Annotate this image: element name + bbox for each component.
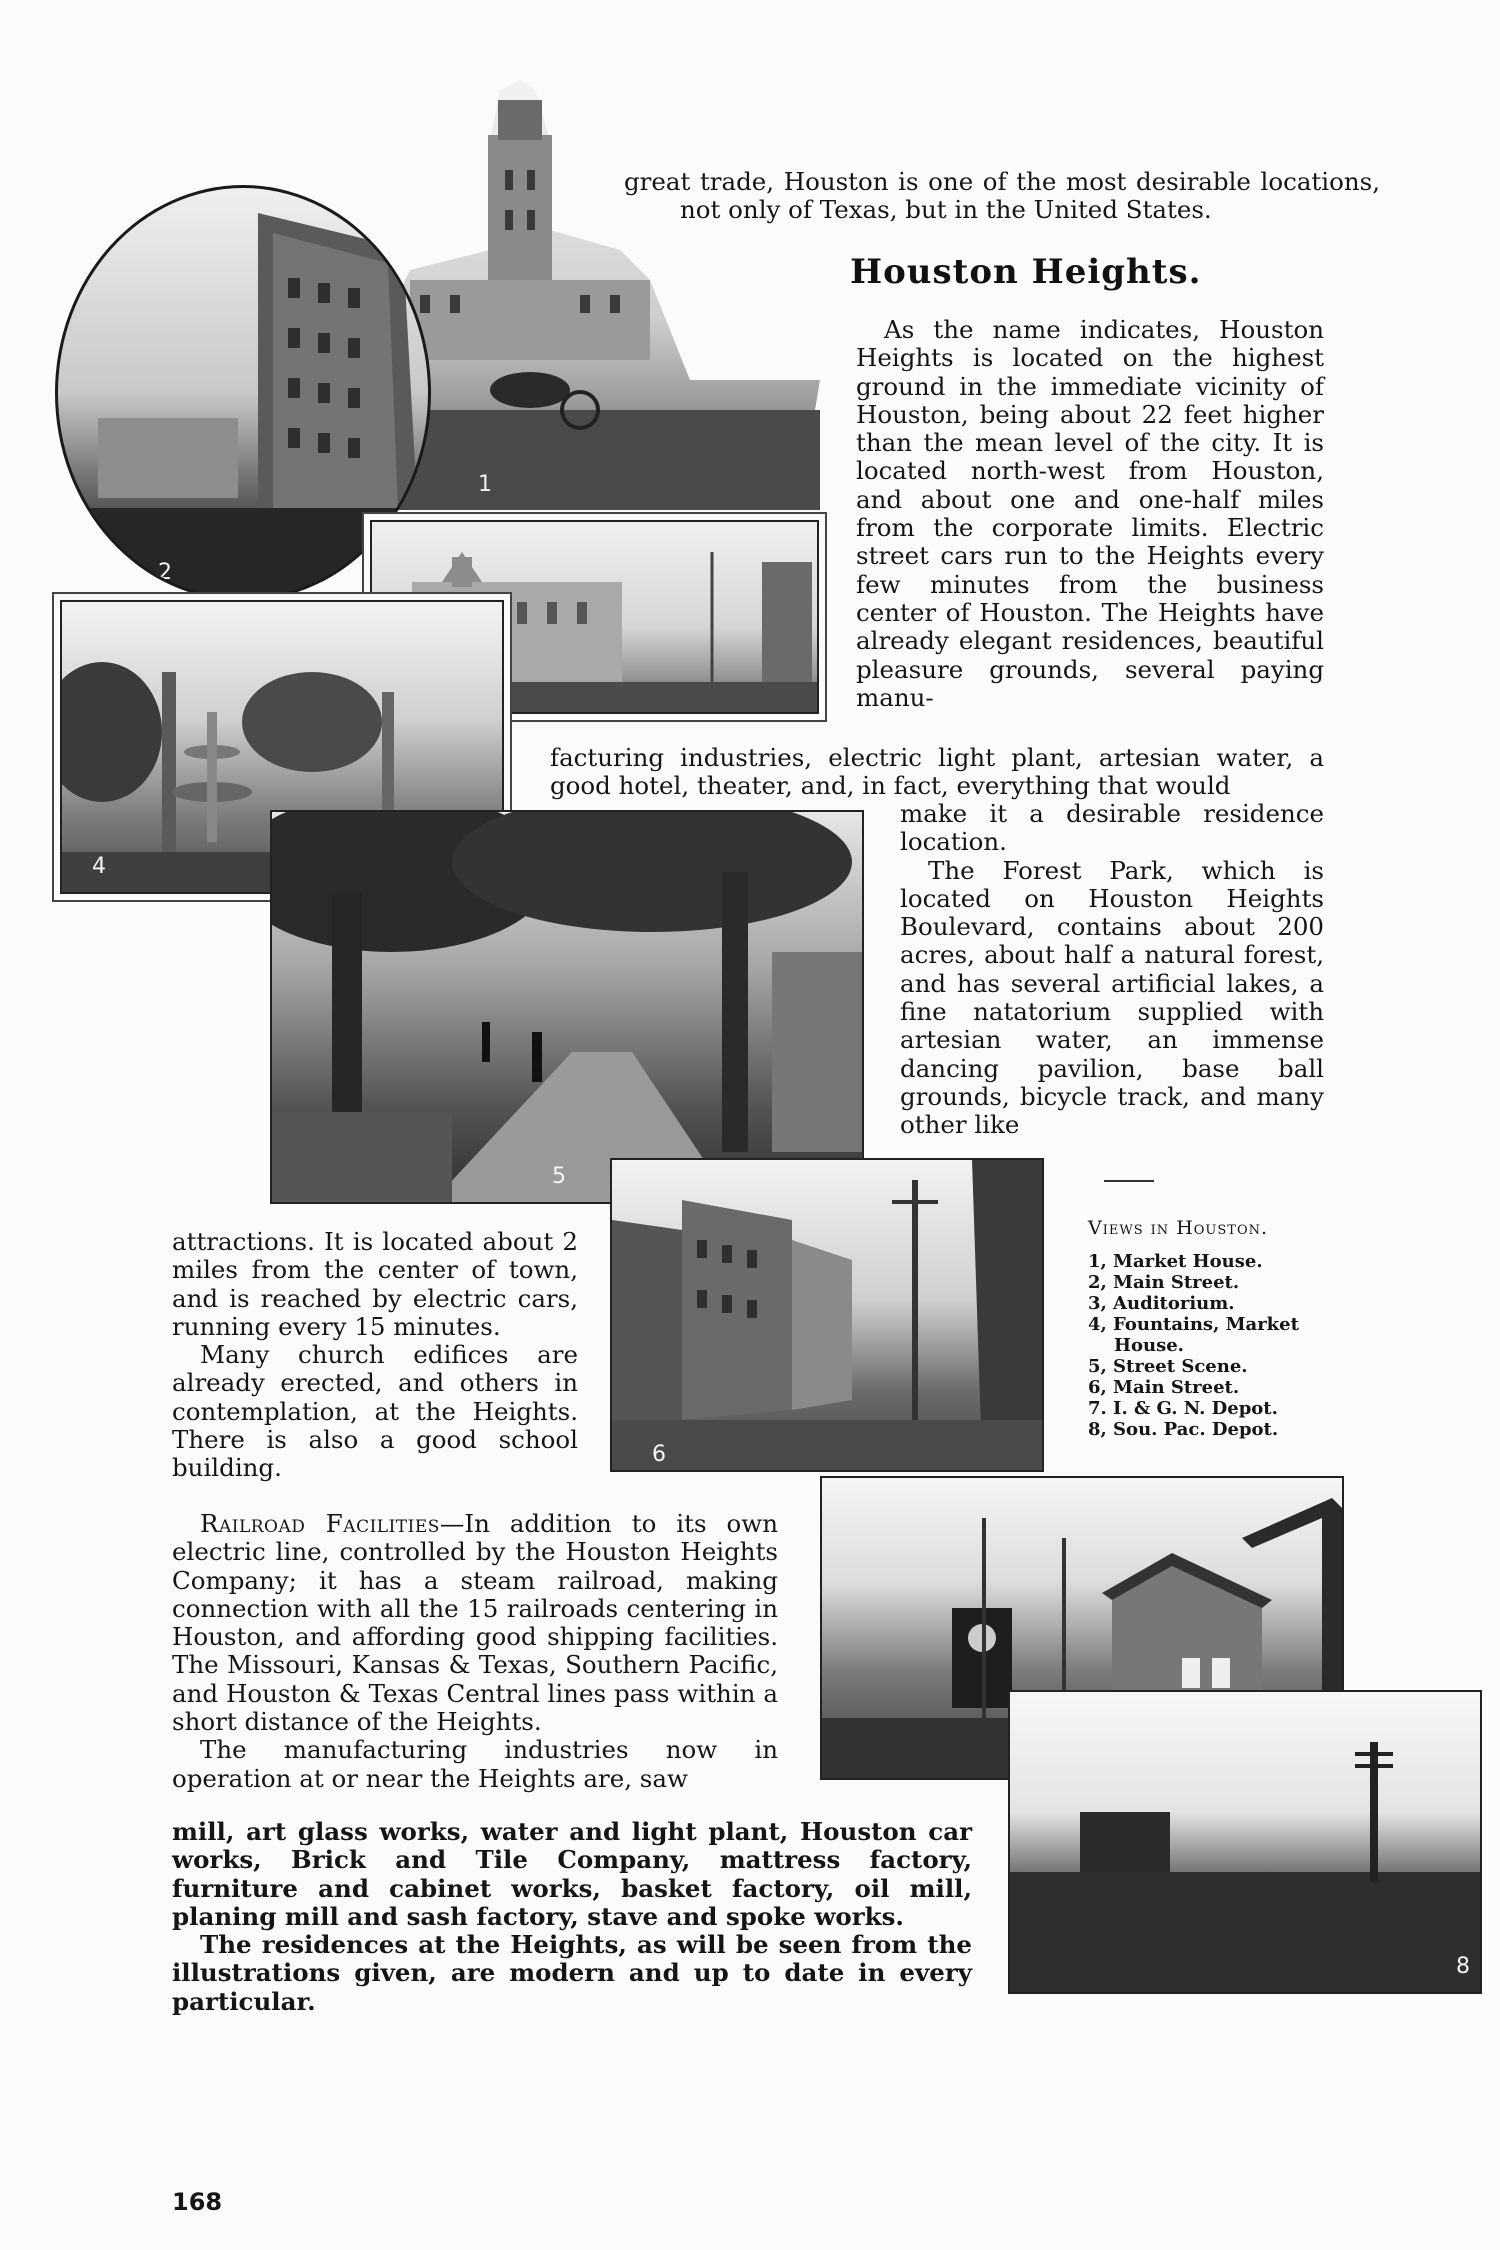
paragraph-attractions [172,1228,578,1483]
photo-number: 6 [652,1442,666,1467]
para1-top: As the name indicates, Houston Heights is located on the highest ground in the immediate vicinity of Houston, being about 22 feet higher than the mean level of the city. It is located north-west from Houston, and about one and one-half miles from the corporate limits. Electric street cars run to the Heights every few minutes from the business center of Houston. The Heights have already elegant residences, beautiful pleasure grounds, several paying manu- [856,315,1324,712]
legend-item: 4, Fountains, Market House. [1088,1314,1299,1356]
legend-item: 6, Main Street. [1088,1377,1240,1398]
para2-cont: attractions. It is located about 2 miles from the center of town, and is reached by electric cars, running every 15 minutes. [172,1227,578,1341]
para2-main: The Forest Park, which is located on Houston Heights Boulevard, contains about 200 acres, about half a natural forest, and has several artificial lakes, a fine natatorium supplied with artesian water, an immense dancing pavilion, base ball grounds, bicycle track, and many other like [900,855,1324,1140]
legend-list [1088,1251,1328,1440]
intro-paragraph: great trade, Houston is one of the most desirable locations, not only of Texas, but in the United States. [624,167,1380,225]
photo-number: 4 [92,854,106,879]
railroad-label: Railroad Facilities [200,1509,440,1538]
legend-item: 3, Auditorium. [1088,1293,1235,1314]
paragraph-railroad [172,1510,778,1793]
paragraph-houston-heights [856,316,1324,712]
divider-rule [1104,1180,1154,1182]
photo-main-street [610,1158,1044,1472]
legend-item: 5, Street Scene. [1088,1356,1248,1377]
photo-number: 5 [552,1164,566,1189]
para3: Many church edifices are already erected, and others in contemplation, at the Heights. There is also a good school building. [172,1340,578,1483]
photo-number: 1 [478,472,492,497]
section-heading: Houston Heights. [850,252,1202,292]
legend-item: 2, Main Street. [1088,1272,1240,1293]
para1-end: make it a desirable residence location. [900,799,1324,857]
photo-sou-pac-depot [1008,1690,1482,1994]
legend-item: 1, Market House. [1088,1251,1263,1272]
paragraph-forest-park [900,800,1324,1140]
legend-item: 8, Sou. Pac. Depot. [1088,1419,1279,1440]
paragraph-manufacturing [172,1818,972,2016]
photo-street-scene [270,810,864,1204]
market-house-illustration [390,80,830,510]
legend-item: 7. I. & G. N. Depot. [1088,1398,1278,1419]
railroad-text: —In addition to its own electric line, controlled by the Houston Heights Company; it has a steam railroad, making connection with all the 15 railroads centering in Houston, and affording good shipping facilities. The Missouri, Kansas & Texas, Southern Pacific, and Houston & Texas Central lines pass within a short distance of the Heights. [172,1509,778,1737]
photo-number: 8 [1456,1954,1470,1979]
intro-text [624,168,1380,225]
paragraph-wide-line [550,744,1324,801]
photo-number: 2 [158,560,172,585]
photo-legend [1088,1218,1328,1440]
para1-wide: facturing industries, electric light plant, artesian water, a good hotel, theater, and, in fact, everything that would [550,743,1324,801]
manufacturing-b: mill, art glass works, water and light plant, Houston car works, Brick and Tile Company, mattress factory, furniture and cabinet works, basket factory, oil mill, planing mill and sash factory, stave and spoke works. [172,1817,972,1931]
legend-title: Views in Houston. [1088,1217,1269,1239]
residences: The residences at the Heights, as will be seen from the illustrations given, are modern and up to date in every particular. [172,1930,972,2016]
photo-market-house [390,80,830,510]
page-number: 168 [172,2188,223,2216]
manufacturing-a: The manufacturing industries now in operation at or near the Heights are, saw [172,1735,778,1793]
